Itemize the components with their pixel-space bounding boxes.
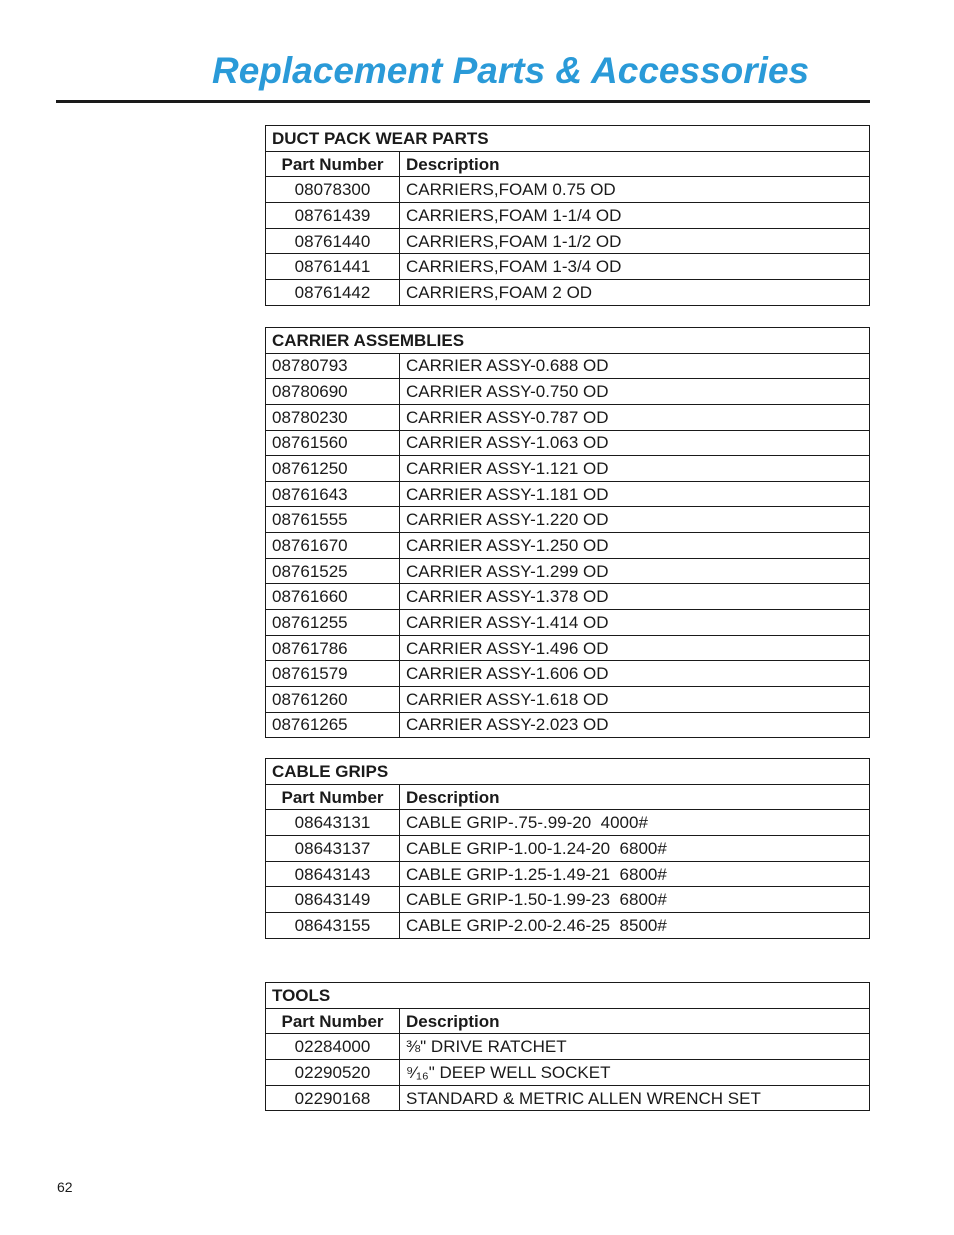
description-cell: CABLE GRIP-.75-.99-20 4000# [400, 810, 870, 836]
description-cell: CARRIER ASSY-1.250 OD [400, 533, 870, 559]
part-number-cell: 08761579 [266, 661, 400, 687]
part-number-cell: 08643131 [266, 810, 400, 836]
column-header-row [266, 151, 870, 177]
table-row [266, 203, 870, 229]
table-row [266, 481, 870, 507]
part-number-cell: 08761786 [266, 635, 400, 661]
part-number-cell: 02284000 [266, 1034, 400, 1060]
part-number-cell: 08761439 [266, 203, 400, 229]
table-row [266, 254, 870, 280]
table-row [266, 836, 870, 862]
carrier-assemblies-table [265, 327, 870, 738]
page-title: Replacement Parts & Accessories [212, 50, 810, 91]
table-row [266, 177, 870, 203]
description-cell: CARRIERS,FOAM 0.75 OD [400, 177, 870, 203]
part-number-cell: 08078300 [266, 177, 400, 203]
table-row [266, 379, 870, 405]
part-number-cell: 08761440 [266, 228, 400, 254]
column-header-row [266, 784, 870, 810]
table-row [266, 610, 870, 636]
table-title-row [266, 126, 870, 152]
description-cell: CABLE GRIP-1.25-1.49-21 6800# [400, 861, 870, 887]
description-cell: CARRIER ASSY-1.496 OD [400, 635, 870, 661]
part-number-cell: 02290520 [266, 1060, 400, 1086]
part-number-cell: 08643155 [266, 913, 400, 939]
part-number-cell: 08761250 [266, 456, 400, 482]
part-number-cell: 08761260 [266, 686, 400, 712]
description-cell: CARRIERS,FOAM 1-1/4 OD [400, 203, 870, 229]
description-header: Description [400, 151, 870, 177]
table-row [266, 353, 870, 379]
part-number-cell: 08780793 [266, 353, 400, 379]
table-row [266, 584, 870, 610]
description-header: Description [400, 1008, 870, 1034]
description-cell: CARRIER ASSY-1.181 OD [400, 481, 870, 507]
cable-grips-table [265, 758, 870, 939]
table-row [266, 228, 870, 254]
page-number: 62 [57, 1179, 73, 1195]
table-row [266, 456, 870, 482]
part-number-cell: 08761265 [266, 712, 400, 738]
description-cell: STANDARD & METRIC ALLEN WRENCH SET [400, 1085, 870, 1111]
description-header: Description [400, 784, 870, 810]
duct-pack-wear-parts-table [265, 125, 870, 306]
description-cell: CARRIER ASSY-0.787 OD [400, 404, 870, 430]
table-title-row [266, 759, 870, 785]
table-row [266, 810, 870, 836]
description-cell: CARRIER ASSY-1.063 OD [400, 430, 870, 456]
description-cell: CARRIER ASSY-1.618 OD [400, 686, 870, 712]
part-number-cell: 08780690 [266, 379, 400, 405]
part-number-cell: 08761441 [266, 254, 400, 280]
part-number-cell: 02290168 [266, 1085, 400, 1111]
table-row [266, 280, 870, 306]
table-row [266, 635, 870, 661]
part-number-cell: 08761555 [266, 507, 400, 533]
table-title-row [266, 328, 870, 354]
description-cell: ⅜" DRIVE RATCHET [400, 1034, 870, 1060]
description-cell: CABLE GRIP-1.00-1.24-20 6800# [400, 836, 870, 862]
table-row [266, 533, 870, 559]
table-row [266, 913, 870, 939]
table-row [266, 1034, 870, 1060]
part-number-cell: 08761670 [266, 533, 400, 559]
description-cell: CARRIER ASSY-1.378 OD [400, 584, 870, 610]
description-cell: CARRIER ASSY-1.220 OD [400, 507, 870, 533]
table-row [266, 861, 870, 887]
table-row [266, 507, 870, 533]
part-number-cell: 08761442 [266, 280, 400, 306]
table-row [266, 1085, 870, 1111]
part-number-cell: 08780230 [266, 404, 400, 430]
table-row [266, 404, 870, 430]
table-row [266, 887, 870, 913]
table-title-row [266, 983, 870, 1009]
part-number-header: Part Number [266, 151, 400, 177]
tools-table [265, 982, 870, 1111]
section-title: DUCT PACK WEAR PARTS [266, 126, 870, 152]
part-number-cell: 08761525 [266, 558, 400, 584]
description-cell: CARRIER ASSY-0.688 OD [400, 353, 870, 379]
description-cell: CARRIERS,FOAM 2 OD [400, 280, 870, 306]
description-cell: CABLE GRIP-2.00-2.46-25 8500# [400, 913, 870, 939]
title-rule [56, 100, 870, 103]
table-row [266, 686, 870, 712]
part-number-cell: 08643143 [266, 861, 400, 887]
table-row [266, 430, 870, 456]
description-cell: CARRIERS,FOAM 1-3/4 OD [400, 254, 870, 280]
description-cell: CARRIERS,FOAM 1-1/2 OD [400, 228, 870, 254]
table-row [266, 661, 870, 687]
part-number-header: Part Number [266, 784, 400, 810]
part-number-cell: 08761660 [266, 584, 400, 610]
section-title: CABLE GRIPS [266, 759, 870, 785]
part-number-cell: 08643149 [266, 887, 400, 913]
part-number-cell: 08643137 [266, 836, 400, 862]
table-row [266, 1060, 870, 1086]
description-cell: ⁹⁄₁₆" DEEP WELL SOCKET [400, 1060, 870, 1086]
table-row [266, 558, 870, 584]
table-row [266, 712, 870, 738]
description-cell: CARRIER ASSY-1.299 OD [400, 558, 870, 584]
description-cell: CARRIER ASSY-1.121 OD [400, 456, 870, 482]
part-number-cell: 08761643 [266, 481, 400, 507]
part-number-header: Part Number [266, 1008, 400, 1034]
column-header-row [266, 1008, 870, 1034]
part-number-cell: 08761560 [266, 430, 400, 456]
section-title: TOOLS [266, 983, 870, 1009]
description-cell: CARRIER ASSY-2.023 OD [400, 712, 870, 738]
part-number-cell: 08761255 [266, 610, 400, 636]
description-cell: CARRIER ASSY-1.414 OD [400, 610, 870, 636]
description-cell: CABLE GRIP-1.50-1.99-23 6800# [400, 887, 870, 913]
section-title: CARRIER ASSEMBLIES [266, 328, 870, 354]
description-cell: CARRIER ASSY-1.606 OD [400, 661, 870, 687]
description-cell: CARRIER ASSY-0.750 OD [400, 379, 870, 405]
